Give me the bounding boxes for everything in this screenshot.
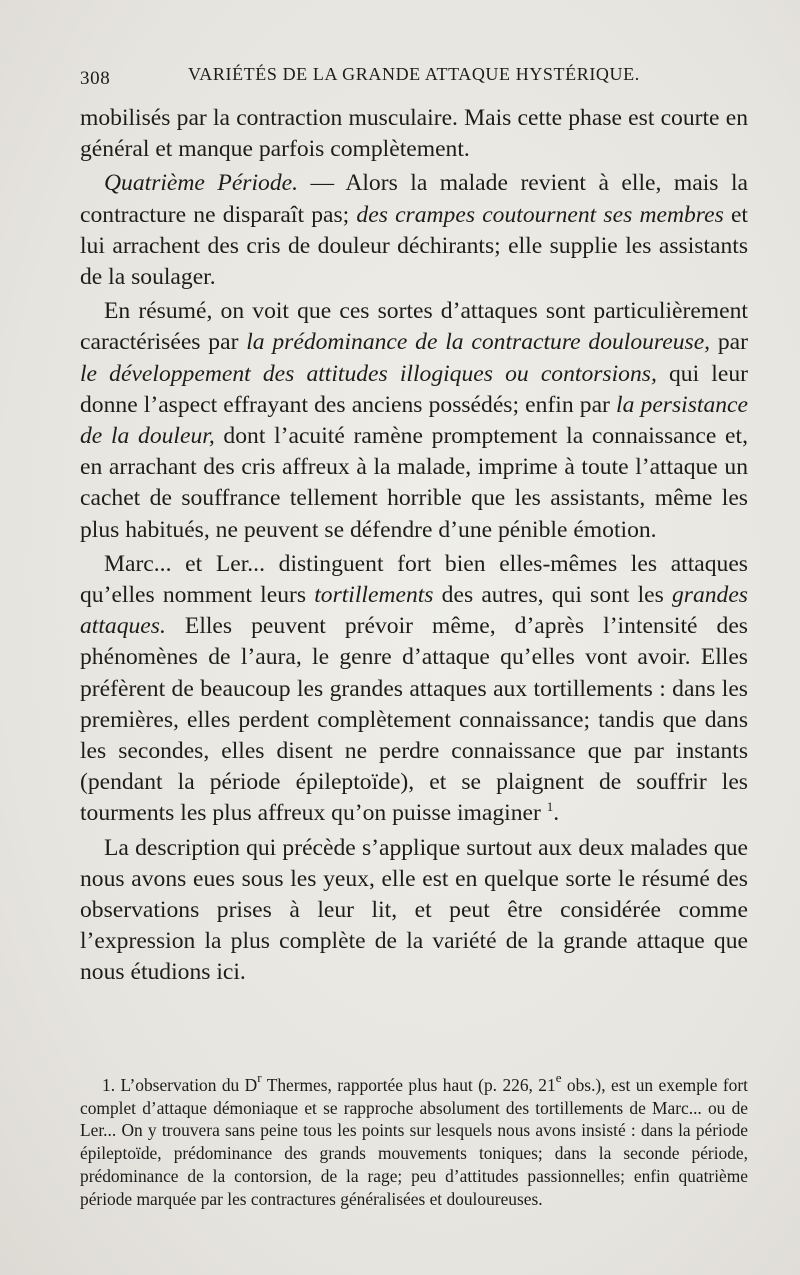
paragraph-5-text: La description qui précède s’applique surtout aux deux malades que nous avons eues sous les yeux, elle est en quelque sorte le résumé des observations prises à leur lit, et peut être considérée comme l’expression la plus complète de la variété de la grande attaque que nous étudions ici. <box>80 834 748 986</box>
paragraph-1-text: mobilisés par la contraction musculaire. Mais cette phase est courte en général et manque parfois complètement. <box>80 105 748 163</box>
paragraph-3-emphasis-2: le développement des attitudes illogiques ou contorsions, <box>80 360 657 387</box>
paragraph-5 <box>80 833 748 989</box>
paragraph-3-text-d: dont l’acuité ramène promptement la connaissance et, en arrachant des cris affreux à la malade, imprime à toute l’attaque un cachet de souffrance tellement horrible que les assistants, même les plus habitués, ne peuvent se défendre d’une pénible émotion. <box>80 423 748 543</box>
paragraph-2-text-b: et lui arrachent des cris de douleur déchirants; elle supplie les assistants de la soulager. <box>80 201 748 291</box>
paragraph-4-emphasis-1: tortillements <box>314 582 434 609</box>
paragraph-3-text-c: qui leur donne l’aspect effrayant des anciens possédés; enfin par <box>80 360 748 418</box>
paragraph-3-text-b: par <box>710 329 748 356</box>
page-number: 308 <box>80 68 111 89</box>
paragraph-4-text-a: Marc... et Ler... distinguent fort bien elles-mêmes les attaques qu’elles nomment leurs <box>80 550 748 609</box>
footnote-1-text-b: Thermes, rapportée plus haut (p. 226, 21 <box>261 1075 556 1095</box>
section-heading-quatrieme-periode: Quatrième Période. <box>104 170 299 197</box>
paragraph-3-text-a: En résumé, on voit que ces sortes d’attaques sont particulièrement caractérisées par <box>80 298 748 356</box>
body-text <box>80 103 748 989</box>
footnote-1-superscript-r: r <box>257 1070 262 1085</box>
paragraph-1 <box>80 103 748 165</box>
footnote-1 <box>80 1070 748 1210</box>
paragraph-3-emphasis-3: la persistance de la douleur, <box>80 391 748 450</box>
paragraph-3-emphasis-1: la prédominance de la contracture douloureuse, <box>246 329 711 356</box>
running-head <box>80 62 750 92</box>
paragraph-4-text-b: des autres, qui sont les <box>433 582 672 609</box>
paragraph-2-emphasis: des crampes coutournent ses membres <box>356 201 724 228</box>
footnote-reference: 1 <box>546 799 554 815</box>
footnote-1-text-c: obs.), est un exemple fort complet d’attaque démoniaque et se rapproche absolument des tortillements de Marc... ou de Ler... On y trouvera sans peine tous les points sur lesquels nous avons insisté : dans la période épileptoïde, prédominance des grands mouvements toniques; dans la seconde période, prédominance de la contorsion, de la rage; peu d’attitudes passionnelles; enfin quatrième période marquée par les contractures généralisées et douloureuses. <box>80 1075 748 1209</box>
footnote-1-superscript-e: e <box>555 1070 562 1085</box>
paragraph-4-text-c: Elles peuvent prévoir même, d’après l’intensité des phénomènes de l’aura, le genre d’attaque qu’elles vont avoir. Elles préfèrent de beaucoup les grandes attaques aux tortillements : dans les premières, elles perdent complètement connaissance; tandis que dans les secondes, elles disent ne perdre connaissance que par instants (pendant la période épileptoïde), et se plaignent de souffrir les tourments les plus affreux qu’on puisse imaginer <box>80 613 748 827</box>
paragraph-4 <box>80 549 748 830</box>
paragraph-4-text-d: . <box>553 800 560 827</box>
paragraph-2-text-a: — Alors la malade revient à elle, mais la contracture ne disparaît pas; <box>80 170 748 228</box>
paragraph-2 <box>80 168 748 293</box>
running-title: VARIÉTÉS DE LA GRANDE ATTAQUE HYSTÉRIQUE. <box>188 64 640 84</box>
paragraph-3 <box>80 296 748 546</box>
paragraph-4-emphasis-2: grandes attaques. <box>80 582 748 640</box>
footnote-1-text-a: 1. L’observation du D <box>102 1075 258 1095</box>
footnotes <box>80 1070 748 1210</box>
